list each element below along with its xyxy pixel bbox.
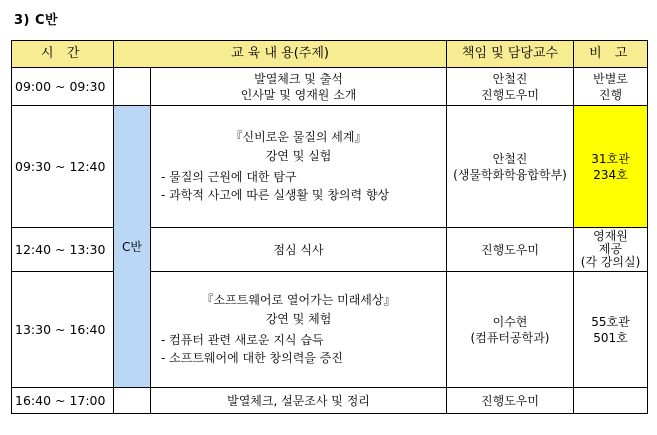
- time-cell: 13:30 ~ 16:40: [12, 272, 114, 388]
- note-line: 31호관: [591, 151, 630, 166]
- note-line: 234호: [593, 167, 628, 182]
- table-row: [12, 272, 648, 388]
- lead-line: 안철진: [492, 71, 528, 86]
- content-cell: 발열체크, 설문조사 및 정리: [151, 388, 447, 414]
- lead-line: 진행도우미: [481, 87, 539, 102]
- group-cell-empty: [114, 68, 151, 106]
- table-header-row: [12, 41, 648, 68]
- note-cell: [574, 68, 648, 106]
- note-line: 501호: [593, 330, 628, 345]
- note-cell-highlighted: [574, 106, 648, 228]
- header-content: 교 육 내 용(주제): [114, 41, 447, 68]
- note-cell: [574, 272, 648, 388]
- list-item: - 소프트웨어에 대한 창의력을 증진: [161, 349, 442, 367]
- topic-bullets: [155, 331, 442, 367]
- list-item: - 과학적 사고에 따른 실생활 및 창의력 향상: [161, 186, 442, 204]
- table-row: [12, 106, 648, 228]
- note-line: 진행: [598, 87, 623, 102]
- content-cell: 점심 식사: [151, 228, 447, 272]
- topic-title: 『소프트웨어로 열어가는 미래세상』: [201, 293, 396, 307]
- time-cell: 09:00 ~ 09:30: [12, 68, 114, 106]
- note-line: 반별로: [593, 71, 628, 86]
- list-item: - 물질의 근원에 대한 탐구: [161, 168, 442, 186]
- table-row: [12, 228, 648, 272]
- lead-cell: [447, 272, 574, 388]
- list-item: - 컴퓨터 관련 새로운 지식 습득: [161, 331, 442, 349]
- note-line: 55호관: [591, 314, 630, 329]
- group-cell: C반: [114, 106, 151, 388]
- lead-cell: [447, 68, 574, 106]
- content-line: 인사말 및 영재원 소개: [240, 87, 357, 102]
- table-row: [12, 68, 648, 106]
- topic-subtitle: 강연 및 체험: [265, 312, 332, 326]
- content-line: 발열체크 및 출석: [254, 71, 343, 86]
- lead-cell: 진행도우미: [447, 228, 574, 272]
- note-cell: [574, 228, 648, 272]
- content-cell: [151, 68, 447, 106]
- lead-cell: 진행도우미: [447, 388, 574, 414]
- note-cell: [574, 388, 648, 414]
- note-line: 제공: [598, 242, 623, 256]
- header-lead: 책임 및 담당교수: [447, 41, 574, 68]
- lead-line: (생물학화학융합학부): [453, 167, 567, 182]
- time-cell: 09:30 ~ 12:40: [12, 106, 114, 228]
- lead-line: (컴퓨터공학과): [470, 330, 550, 345]
- time-cell: 16:40 ~ 17:00: [12, 388, 114, 414]
- lead-line: 이수현: [492, 314, 528, 329]
- schedule-table: [11, 40, 648, 414]
- note-line: (각 강의실): [580, 255, 641, 269]
- group-cell-empty: [114, 388, 151, 414]
- content-cell: [151, 272, 447, 388]
- header-time: 시 간: [12, 41, 114, 68]
- time-cell: 12:40 ~ 13:30: [12, 228, 114, 272]
- lead-cell: [447, 106, 574, 228]
- topic-bullets: [155, 168, 442, 204]
- section-heading: 3) C반: [14, 13, 59, 28]
- content-cell: [151, 106, 447, 228]
- header-note: 비 고: [574, 41, 648, 68]
- note-line: 영재원: [593, 229, 628, 243]
- lead-line: 안철진: [492, 151, 528, 166]
- topic-title: 『신비로운 물질의 세계』: [230, 130, 367, 144]
- topic-subtitle: 강연 및 실험: [265, 149, 332, 163]
- table-row: [12, 388, 648, 414]
